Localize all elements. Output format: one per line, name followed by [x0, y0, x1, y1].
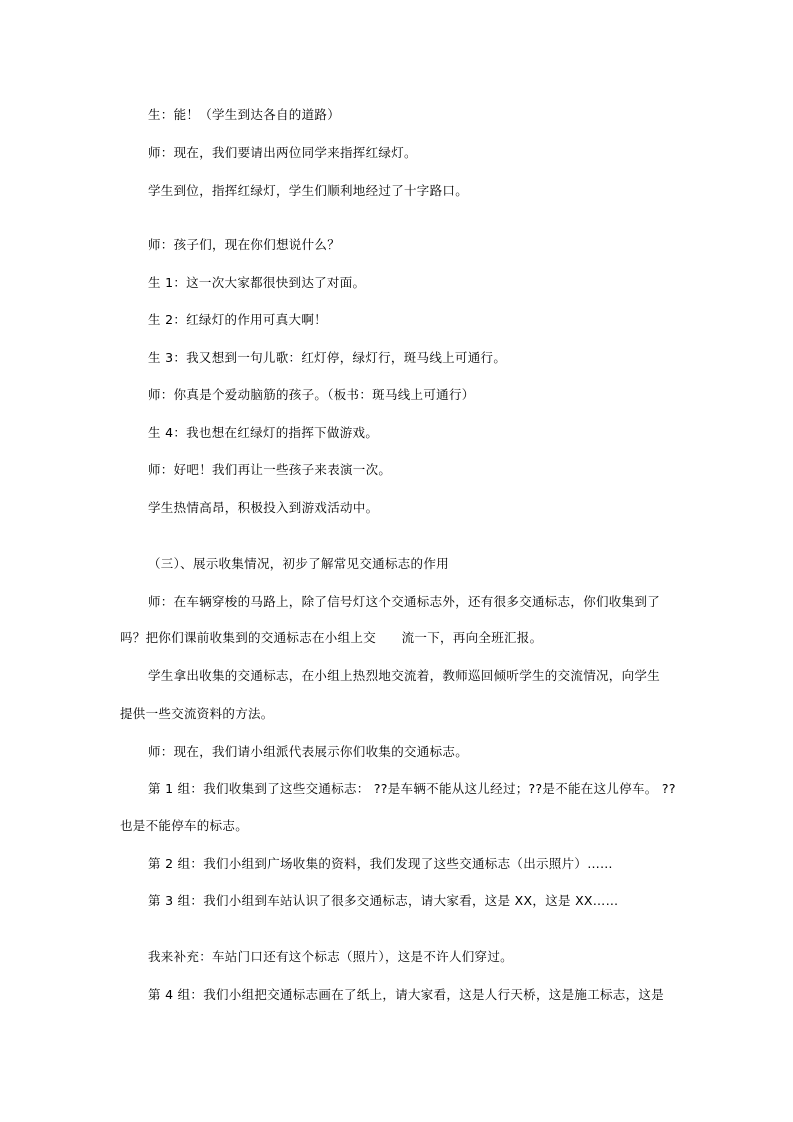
text-line: 生 1：这一次大家都很快到达了对面。: [148, 275, 366, 290]
text-line: 生 4：我也想在红绿灯的指挥下做游戏。: [148, 425, 379, 440]
text-line: 生：能！（学生到达各自的道路）: [148, 107, 341, 122]
text-line: 学生拿出收集的交通标志，在小组上热烈地交流着，教师巡回倾听学生的交流情况，向学生: [148, 668, 661, 683]
text-line: 第 3 组：我们小组到车站认识了很多交通标志，请大家看，这是 XX，这是 XX……: [148, 893, 619, 908]
text-line: 师：好吧！我们再让一些孩子来表演一次。: [148, 462, 392, 477]
text-line: 第 1 组：我们收集到了这些交通标志： ??是车辆不能从这儿经过；??是不能在这儿停车。 ??: [148, 781, 676, 796]
text-line: 师：现在，我们要请出两位同学来指挥红绿灯。: [148, 145, 417, 160]
text-line: 师：在车辆穿梭的马路上，除了信号灯这个交通标志外，还有很多交通标志，你们收集到了: [148, 594, 661, 609]
text-line: 师：现在，我们请小组派代表展示你们收集的交通标志。: [148, 744, 469, 759]
text-line: 第 4 组：我们小组把交通标志画在了纸上，请大家看，这是人行天桥，这是施工标志，这是: [148, 987, 665, 1002]
text-line: 第 2 组：我们小组到广场收集的资料，我们发现了这些交通标志（出示照片）……: [148, 856, 613, 871]
text-line: 师：你真是个爱动脑筋的孩子。（板书：斑马线上可通行）: [148, 387, 475, 402]
text-line: 生 2：红绿灯的作用可真大啊！: [148, 312, 327, 327]
text-line: 我来补充：车站门口还有这个标志（照片），这是不许人们穿过。: [148, 949, 513, 964]
text-line: 师：孩子们，现在你们想说什么？: [148, 237, 341, 252]
text-line: 也是不能停车的标志。: [120, 818, 249, 833]
text-line: 学生到位，指挥红绿灯，学生们顺利地经过了十字路口。: [148, 183, 469, 198]
text-line: 提供一些交流资料的方法。: [120, 706, 274, 721]
text-line: 学生热情高昂，积极投入到游戏活动中。: [148, 500, 379, 515]
section-heading: （三）、展示收集情况，初步了解常见交通标志的作用: [148, 556, 449, 571]
text-line: 吗？把你们课前收集到的交通标志在小组上交 流一下，再向全班汇报。: [120, 630, 543, 645]
text-line: 生 3：我又想到一句儿歌：红灯停，绿灯行，斑马线上可通行。: [148, 350, 507, 365]
